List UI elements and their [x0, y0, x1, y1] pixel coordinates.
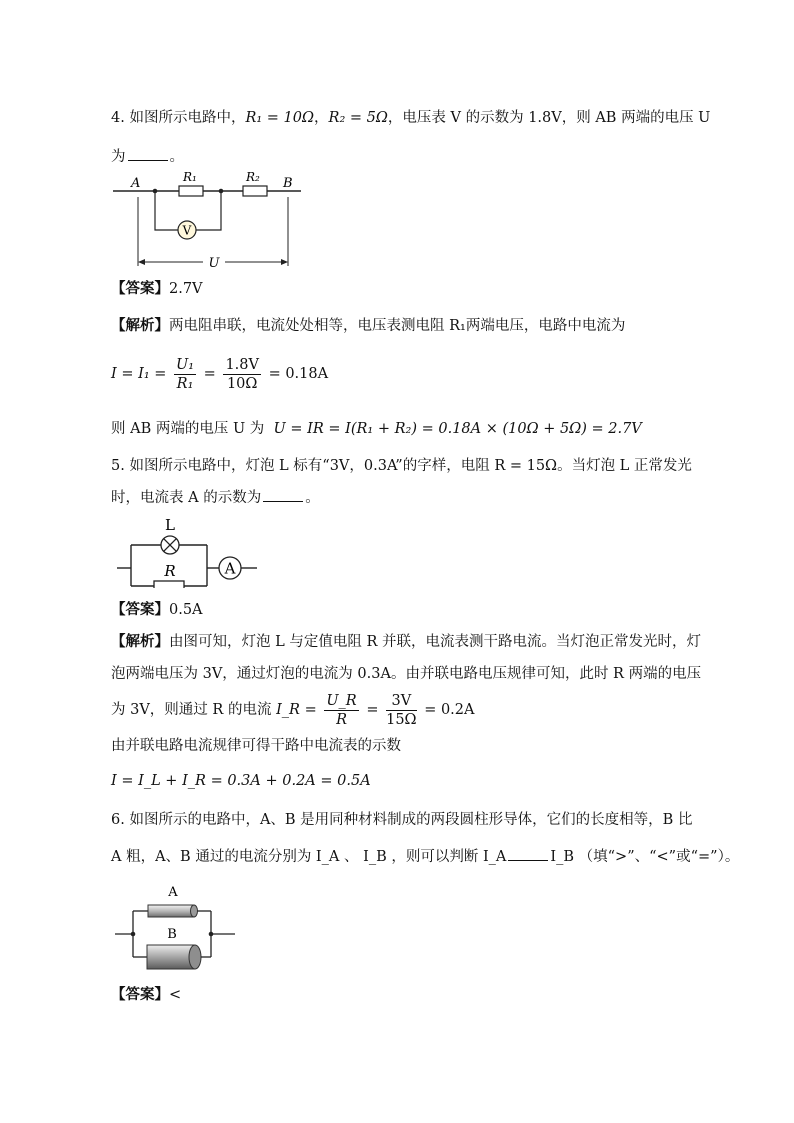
q5-analysis-text-1: 由图可知，灯泡 L 与定值电阻 R 并联，电流表测干路电流。当灯泡正常发光时，灯: [169, 634, 701, 650]
q6-label-b: B: [167, 927, 177, 942]
q5-answer: [111, 600, 203, 620]
q5-analysis-3-lhs: I_R =: [276, 702, 317, 718]
q4-analysis-2: [111, 419, 642, 439]
q5-analysis-3-num2: 3V: [386, 692, 416, 711]
q6-conductor-b: [147, 945, 195, 969]
q5-analysis-3: [111, 690, 474, 730]
q4-label-a: A: [131, 176, 141, 191]
q4-analysis-2-text: 则 AB 两端的电压 U 为: [111, 421, 265, 437]
q4-text-a: 如图所示电路中，: [129, 110, 246, 126]
q4-resistor-r2: [243, 186, 267, 196]
q4-resistor-r1: [179, 186, 203, 196]
q4-answer: [111, 279, 203, 299]
q4-number: 4.: [111, 110, 125, 126]
q6-line-2: [111, 846, 739, 867]
q5-label-a: A: [224, 559, 236, 578]
q5-analysis-2: 泡两端电压为 3V，通过灯泡的电流为 0.3A。由并联电路电压规律可知，此时 R 两端的电压: [111, 666, 702, 682]
q5-analysis-1: [111, 632, 701, 652]
q4-text-c: 为: [111, 149, 126, 165]
q4-formula-1-eq: =: [203, 366, 216, 382]
q4-label-r1: R₁: [183, 170, 197, 184]
q4-formula-1-den1: R₁: [176, 375, 194, 392]
q4-label-r2: R₂: [246, 170, 260, 184]
q6-label-a: A: [168, 885, 178, 900]
q5-answer-value: 0.5A: [169, 602, 203, 618]
q4-label-b: B: [283, 176, 293, 191]
q4-formula-1-den2: 10Ω: [226, 375, 258, 392]
q4-formula-1-num1: U₁: [176, 356, 195, 373]
q4-formula-1-lhs: I = I₁ =: [111, 366, 167, 382]
q4-r2: R₂ = 5Ω: [328, 110, 388, 126]
q5-line-1: 5. 如图所示电路中，灯泡 L 标有“3V，0.3A”的字样，电阻 R = 15Ω。当灯泡 L 正常发光: [111, 458, 692, 474]
q4-line-2: [111, 146, 184, 167]
q4-sep1: ，: [314, 110, 329, 126]
q5-circuit-diagram: [111, 513, 261, 588]
q5-label-l: L: [165, 516, 175, 534]
q6-line-2-b: I_B （填“>”、“<”或“=”）。: [550, 849, 740, 865]
q5-line-2: [111, 487, 320, 508]
q5-analysis-3-den2: 15Ω: [386, 711, 417, 728]
q4-answer-value: 2.7V: [169, 281, 203, 297]
q4-formula-1-rhs: = 0.18A: [268, 366, 329, 382]
q4-analysis-text-1: 两电阻串联，电流处处相等，电压表测电阻 R₁两端电压，电路中电流为: [169, 318, 626, 334]
q5-analysis-3-text: 为 3V，则通过 R 的电流: [111, 702, 272, 718]
q5-analysis-5: I = I_L + I_R = 0.3A + 0.2A = 0.5A: [111, 773, 371, 789]
q4-circuit-diagram: [111, 168, 311, 273]
q5-line-2-text: 时，电流表 A 的示数为: [111, 490, 262, 506]
q5-answer-tag: 【答案】: [111, 601, 169, 618]
q4-r1: R₁ = 10Ω: [245, 110, 315, 126]
q5-analysis-3-den1: R: [336, 711, 347, 728]
q5-analysis-3-eq: =: [366, 702, 379, 718]
answer-blank: [263, 487, 303, 502]
q4-analysis-1: [111, 316, 625, 336]
q4-label-u: U: [208, 256, 220, 271]
q6-line-2-a: A 粗，A、B 通过的电流分别为 I_A 、 I_B ，则可以判断 I_A: [111, 849, 507, 865]
q5-resistor: [154, 581, 184, 588]
q5-line-2-end: 。: [305, 490, 320, 506]
q5-analysis-4: 由并联电路电流规律可得干路中电流表的示数: [111, 738, 401, 754]
answer-blank: [508, 846, 548, 861]
q6-line-1: 6. 如图所示的电路中，A、B 是用同种材料制成的两段圆柱形导体，它们的长度相等，B 比: [111, 812, 693, 828]
q4-analysis-2-formula: U = IR = I(R₁ + R₂) = 0.18A × (10Ω + 5Ω) = 2.7V: [273, 421, 642, 437]
q4-analysis-tag: 【解析】: [111, 317, 169, 334]
q6-answer: [111, 985, 181, 1005]
q4-end: 。: [169, 149, 184, 165]
q4-formula-1-num2: 1.8V: [225, 356, 259, 373]
q5-analysis-3-rhs: = 0.2A: [424, 702, 475, 718]
answer-blank: [128, 146, 168, 161]
q6-conductor-a: [148, 905, 194, 917]
q4-formula-1: [111, 354, 328, 394]
q5-label-r: R: [164, 562, 176, 580]
q6-answer-tag: 【答案】: [111, 986, 169, 1003]
q4-text-b: ，电压表 V 的示数为 1.8V，则 AB 两端的电压 U: [387, 110, 711, 126]
q4-label-v: V: [182, 223, 192, 238]
q5-analysis-tag: 【解析】: [111, 633, 169, 650]
q4-line-1: [111, 108, 710, 128]
q6-circuit-diagram: [111, 880, 241, 975]
q4-answer-tag: 【答案】: [111, 280, 169, 297]
q5-analysis-3-num1: U_R: [326, 692, 357, 709]
q6-answer-value: <: [169, 987, 182, 1003]
